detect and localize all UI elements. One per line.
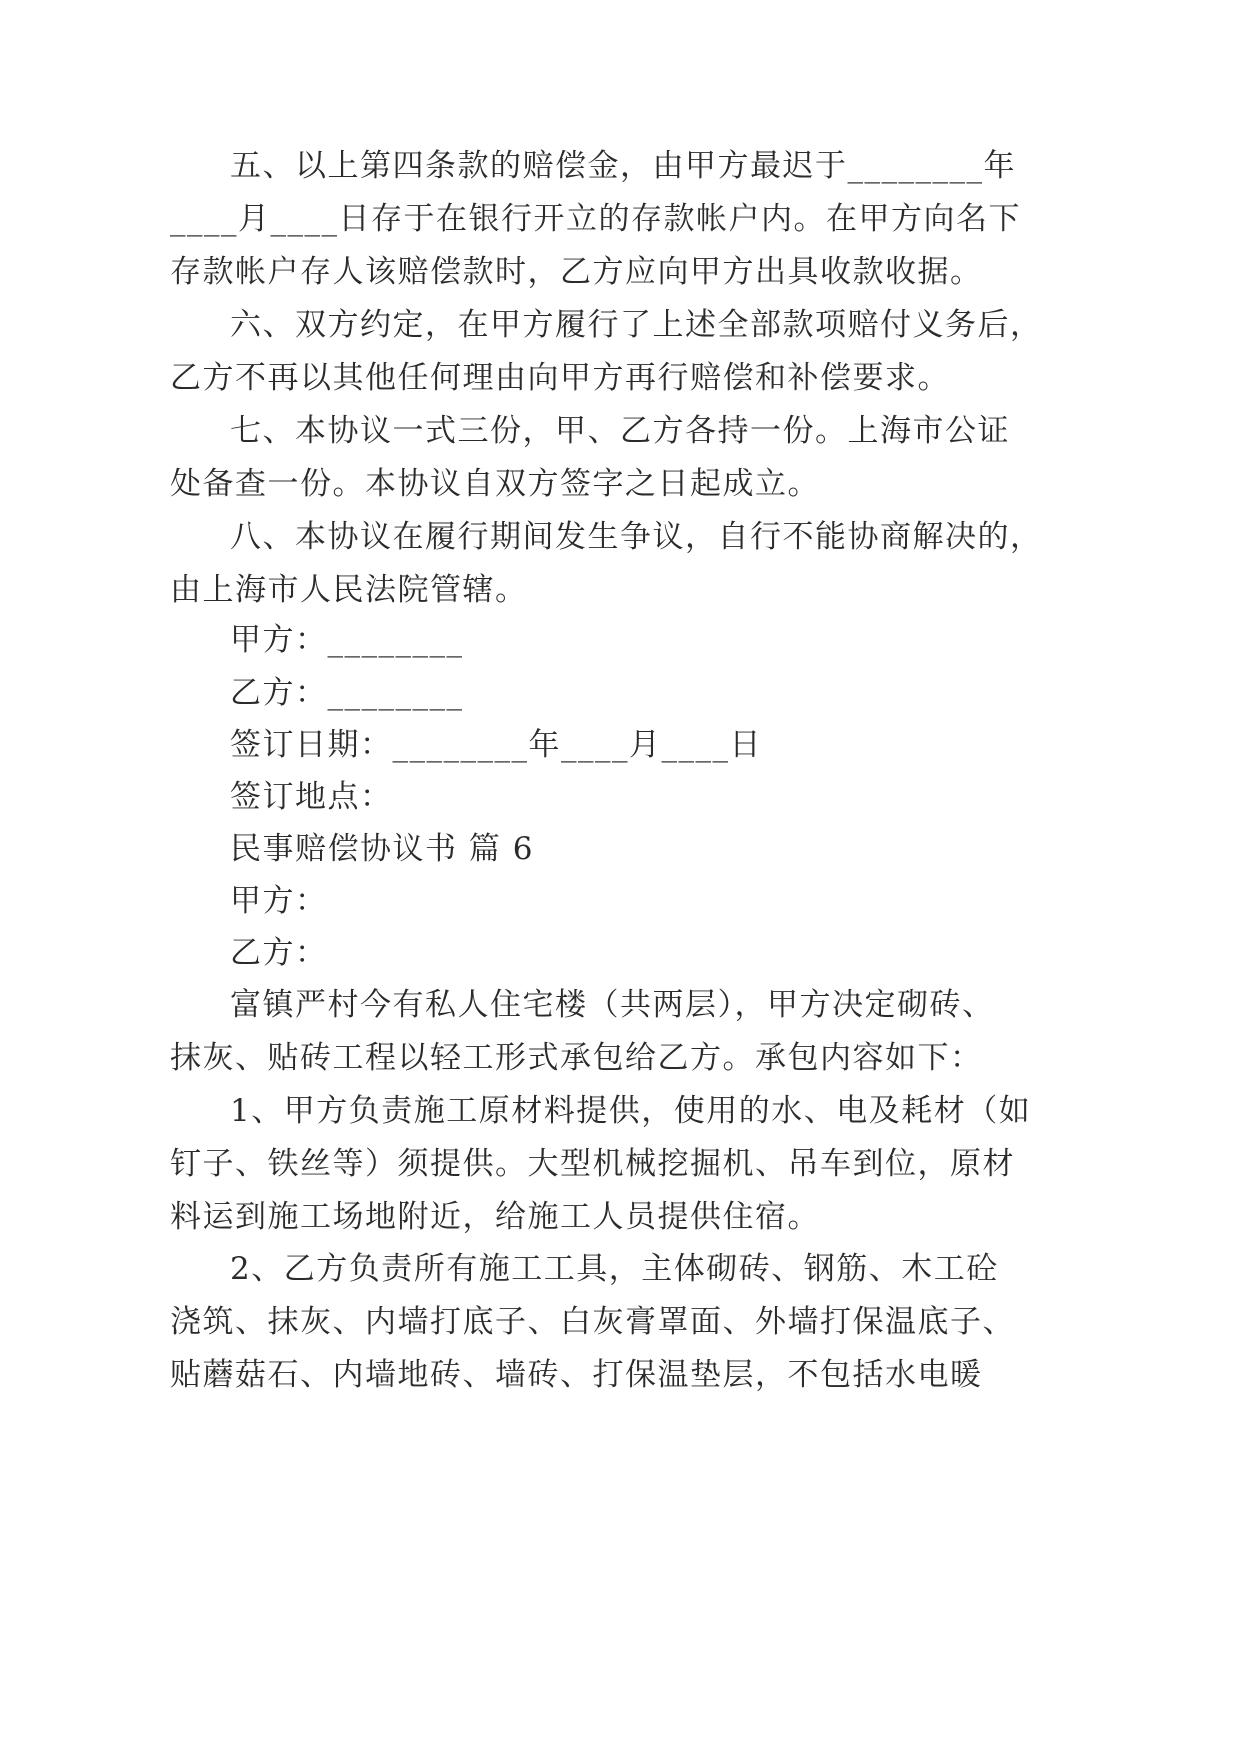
clause-5-line-2: ____月____日存于在银行开立的存款帐户内。在甲方向名下 bbox=[170, 201, 1021, 237]
item-1-line-3: 料运到施工场地附近，给施工人员提供住宿。 bbox=[170, 1199, 820, 1235]
signing-date: 签订日期：________年____月____日 bbox=[230, 727, 762, 763]
section-title: 民事赔偿协议书 篇 6 bbox=[230, 831, 534, 867]
clause-7-line-1: 七、本协议一式三份，甲、乙方各持一份。上海市公证 bbox=[230, 413, 1010, 449]
clause-7-line-2: 处备查一份。本协议自双方签字之日起成立。 bbox=[170, 466, 820, 502]
item-2-line-2: 浇筑、抹灰、内墙打底子、白灰膏罩面、外墙打保温底子、 bbox=[170, 1304, 1015, 1340]
party-b-signature: 乙方：________ bbox=[230, 675, 464, 711]
clause-8-line-2: 由上海市人民法院管辖。 bbox=[170, 572, 528, 608]
clause-5-line-3: 存款帐户存人该赔偿款时，乙方应向甲方出具收款收据。 bbox=[170, 254, 983, 290]
party-a-signature: 甲方：________ bbox=[230, 622, 464, 658]
signing-place: 签订地点： bbox=[230, 779, 393, 815]
item-1-line-2: 钉子、铁丝等）须提供。大型机械挖掘机、吊车到位，原材 bbox=[170, 1146, 1015, 1182]
party-a-label: 甲方： bbox=[230, 883, 328, 919]
intro-line-1: 富镇严村今有私人住宅楼（共两层），甲方决定砌砖、 bbox=[230, 987, 995, 1023]
clause-6-line-2: 乙方不再以其他任何理由向甲方再行赔偿和补偿要求。 bbox=[170, 360, 950, 396]
clause-6-line-1: 六、双方约定，在甲方履行了上述全部款项赔付义务后， bbox=[230, 307, 1043, 343]
item-2-line-3: 贴蘑菇石、内墙地砖、墙砖、打保温垫层，不包括水电暖 bbox=[170, 1357, 983, 1393]
clause-8-line-1: 八、本协议在履行期间发生争议，自行不能协商解决的， bbox=[230, 519, 1043, 555]
clause-5-line-1: 五、以上第四条款的赔偿金，由甲方最迟于________年 bbox=[230, 148, 1016, 184]
intro-line-2: 抹灰、贴砖工程以轻工形式承包给乙方。承包内容如下： bbox=[170, 1040, 983, 1076]
party-b-label: 乙方： bbox=[230, 935, 328, 971]
item-1-line-1: 1、甲方负责施工原材料提供，使用的水、电及耗材（如 bbox=[230, 1093, 1032, 1129]
item-2-line-1: 2、乙方负责所有施工工具，主体砌砖、钢筋、木工砼 bbox=[230, 1251, 999, 1287]
